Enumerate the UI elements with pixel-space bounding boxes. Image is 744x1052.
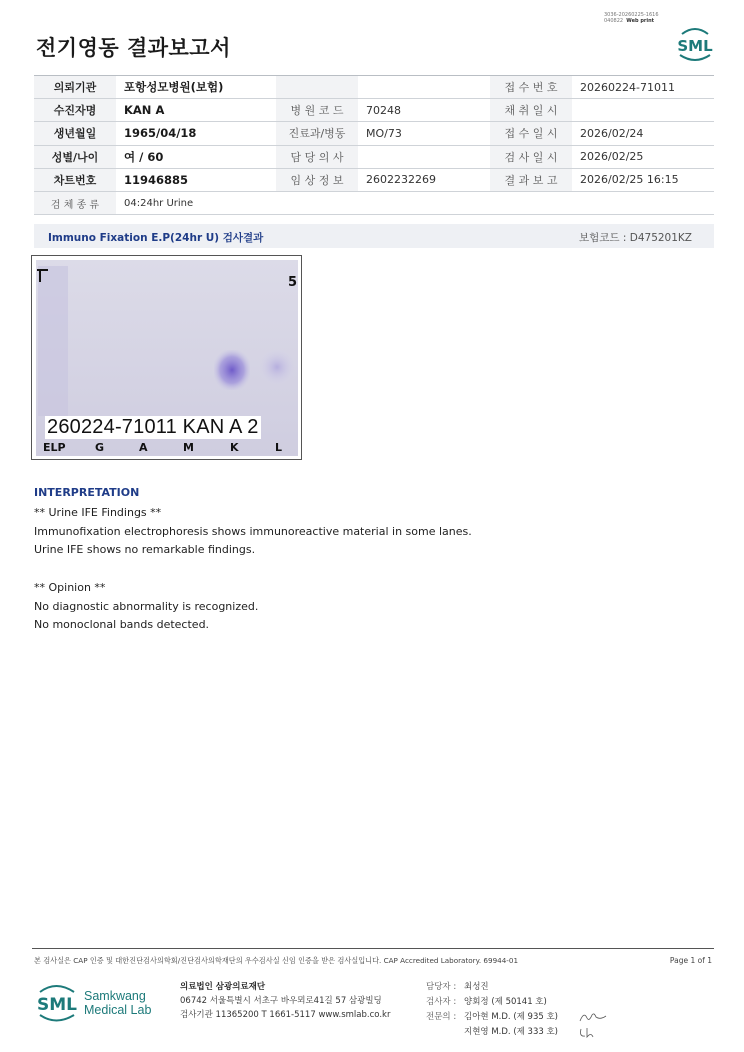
field-label: 채 취 일 시 [490,99,572,122]
field-label: 접 수 일 시 [490,122,572,145]
elp-lane-smear [38,266,68,416]
organization-contact: 검사기관 11365200 T 1661-5117 www.smlab.co.kr [180,1010,391,1020]
field-value [572,99,714,122]
patient-info-table [34,75,714,215]
interpretation-heading: INTERPRETATION [34,486,140,499]
lane-label-l: L [275,441,283,454]
field-value: KAN A [116,99,276,122]
field-value [358,76,490,99]
footer-divider [32,948,714,949]
organization-address: 06742 서울특별시 서초구 바우뫼로41길 57 삼광빌딩 [180,996,382,1006]
field-value: 2602232269 [358,168,490,191]
field-label: 병 원 코 드 [276,99,358,122]
opinion-title: ** Opinion ** [34,581,106,594]
lane-label-m: M [183,441,194,454]
opinion-block [34,579,258,635]
field-value: 11946885 [116,168,276,191]
document-id-line1: 3036-20260225-1616 [604,12,659,18]
lane-label-elp: ELP [43,441,66,454]
document-id [604,12,659,24]
field-label: 접 수 번 호 [490,76,572,99]
staff-row [426,980,558,995]
field-label [276,76,358,99]
field-label: 결 과 보 고 [490,168,572,191]
specimen-label: 검 체 종 류 [34,191,116,214]
sml-logo-text: SML [677,37,713,55]
info-row [34,145,714,168]
lane-label-g: G [95,441,105,454]
gel-image [31,255,302,460]
staff-row [426,995,558,1010]
lane-label-k: K [230,441,239,454]
field-label: 생년월일 [34,122,116,145]
staff-name: 지현영 M.D. (제 333 호) [464,1027,559,1037]
signature-2 [578,1025,608,1039]
field-label: 진료과/병동 [276,122,358,145]
field-label: 검 사 일 시 [490,145,572,168]
field-label: 의뢰기관 [34,76,116,99]
document-id-line2: 040822 Web print [604,18,655,24]
gel-lane-labels [37,441,297,455]
field-value: 70248 [358,99,490,122]
info-row [34,168,714,191]
opinion-line: No diagnostic abnormality is recognized. [34,599,259,613]
findings-title: ** Urine IFE Findings ** [34,506,162,519]
staff-name: 양회정 (제 50141 호) [464,997,547,1007]
page-number: Page 1 of 1 [669,956,712,965]
accreditation-note: 본 검사실은 CAP 인증 및 대한진단검사의학회/진단검사의학재단의 우수검사실 신임 인증을 받은 검사실입니다. CAP Accredited Laboratory. 69944-01 [34,956,519,965]
findings-line: Urine IFE shows no remarkable findings. [34,543,256,556]
staff-name: 최성진 [464,982,489,992]
staff-list [426,980,558,1040]
specimen-value: 04:24hr Urine [116,191,714,214]
samkwang-logo-mark: SML [37,995,77,1015]
field-label: 성별/나이 [34,145,116,168]
gel-sample-label: 260224-71011 KAN A 2 [47,416,259,438]
field-label: 수진자명 [34,99,116,122]
staff-role: 담당자 : [426,982,457,992]
field-value [358,145,490,168]
info-row [34,99,714,122]
field-label: 임 상 정 보 [276,168,358,191]
field-value: 포항성모병원(보험) [116,76,276,99]
lambda-band [260,350,294,384]
samkwang-logo [36,980,156,1026]
opinion-line: No monoclonal bands detected. [34,618,210,631]
field-value: 1965/04/18 [116,122,276,145]
findings-line: Immunofixation electrophoresis shows immunoreactive material in some lanes. [34,524,472,538]
field-value: 2026/02/25 [572,145,714,168]
staff-row [426,1010,558,1025]
specimen-row [34,191,714,214]
kappa-band [214,350,250,390]
field-value: MO/73 [358,122,490,145]
organization-name: 의료법인 삼광의료재단 [180,982,266,992]
organization-info [180,980,390,1022]
field-value: 2026/02/24 [572,122,714,145]
result-section-header [34,224,714,248]
staff-row [426,1025,558,1040]
insurance-code: 보험코드 : D475201KZ [578,232,692,244]
staff-role: 검사자 : [426,997,457,1007]
staff-name: 김아현 M.D. (제 935 호) [464,1012,559,1022]
field-value: 여 / 60 [116,145,276,168]
signature-1 [578,1010,608,1024]
findings-block [34,504,472,560]
field-value: 20260224-71011 [572,76,714,99]
info-row [34,122,714,145]
samkwang-logo-line1: Samkwang [84,989,146,1003]
field-value: 2026/02/25 16:15 [572,168,714,191]
field-label: 차트번호 [34,168,116,191]
field-label: 담 당 의 사 [276,145,358,168]
sml-logo [672,25,718,65]
page-title: 전기영동 결과보고서 [36,36,231,60]
info-row [34,76,714,99]
gel-corner-number: 5 [288,275,298,290]
lane-label-a: A [139,441,148,454]
staff-role: 전문의 : [426,1012,457,1022]
result-section-title: Immuno Fixation E.P(24hr U) 검사결과 [48,232,264,244]
samkwang-logo-line2: Medical Lab [84,1003,152,1017]
